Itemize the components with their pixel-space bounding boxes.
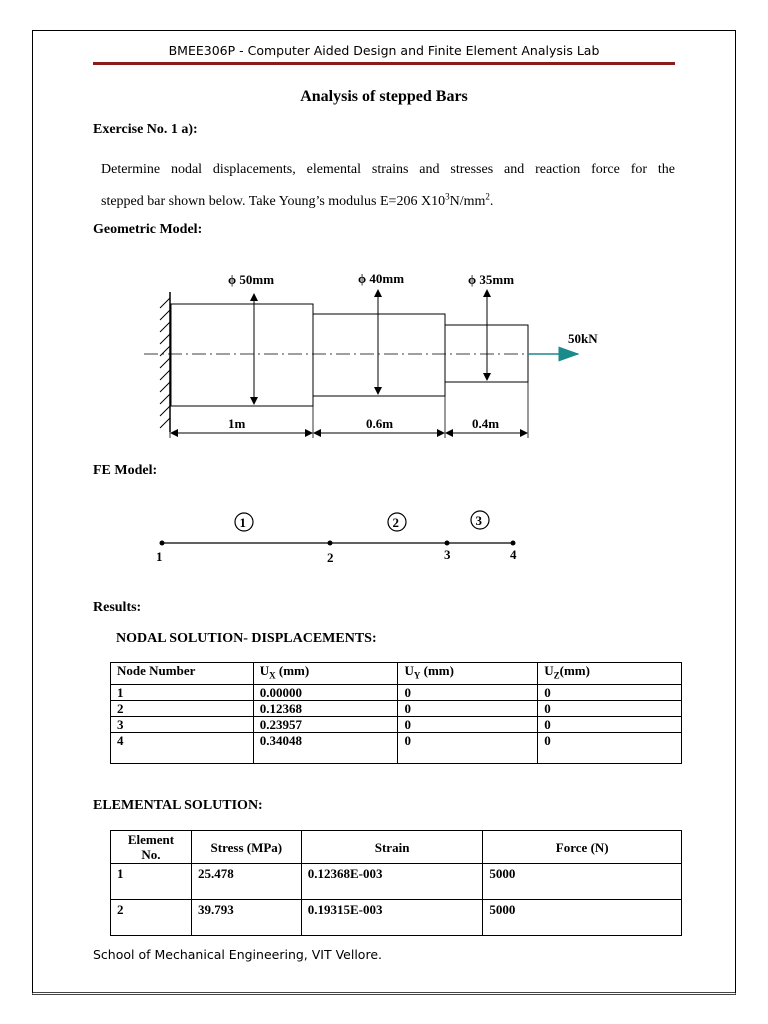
- geometric-model-drawing: [130, 262, 630, 442]
- col-header-force: Force (N): [483, 831, 682, 864]
- length-label-3: 0.4m: [472, 416, 500, 431]
- wall-hatching: [160, 298, 170, 428]
- length-label-2: 0.6m: [366, 416, 394, 431]
- fe-node-3: [445, 541, 450, 546]
- fe-element-3-label: 3: [475, 513, 482, 528]
- table-cell: 4: [111, 732, 254, 763]
- table-cell: 0: [538, 700, 682, 716]
- fe-node-1: [160, 541, 165, 546]
- fe-node-2-label: 2: [327, 550, 334, 565]
- table-cell: 2: [111, 700, 254, 716]
- results-heading: Results:: [93, 600, 142, 615]
- problem-line-2: stepped bar shown below. Take Young’s modulus E=206 $X10^3N/mm^2$.: [101, 191, 494, 209]
- fe-node-4-label: 4: [510, 547, 517, 562]
- fe-element-2-label: 2: [392, 515, 399, 530]
- table-cell: 2: [111, 900, 192, 936]
- col-header-strain: Strain: [301, 831, 483, 864]
- table-header-row: [111, 831, 682, 864]
- table-cell: 3: [111, 716, 254, 732]
- diameter-label-1: ϕ 50mm: [228, 272, 275, 287]
- table-cell: 1: [111, 864, 192, 900]
- table-cell: 5000: [483, 864, 682, 900]
- table-cell: 1: [111, 684, 254, 700]
- page-title: Analysis of stepped Bars: [300, 88, 468, 105]
- problem-statement: [101, 156, 675, 215]
- header-rule: [93, 62, 675, 65]
- bar-section-2: [313, 314, 445, 396]
- nodal-solution-heading: NODAL SOLUTION- DISPLACEMENTS:: [116, 631, 377, 646]
- table-cell: 0: [538, 732, 682, 763]
- table-cell: 5000: [483, 900, 682, 936]
- fe-model-heading: FE Model:: [93, 463, 158, 478]
- table-row: [111, 716, 682, 732]
- geometric-model-heading: Geometric Model:: [93, 222, 203, 237]
- table-cell: 0.19315E-003: [301, 900, 483, 936]
- col-header-ux: $U_X$ (mm): [253, 663, 398, 685]
- table-cell: 0: [398, 684, 538, 700]
- col-header-uz: $U_Z(mm)$: [538, 663, 682, 685]
- fe-node-2: [328, 541, 333, 546]
- fe-element-1-label: 1: [239, 515, 246, 530]
- elemental-solution-table: [110, 830, 682, 936]
- table-cell: 25.478: [191, 864, 301, 900]
- exercise-heading: Exercise No. 1 a):: [93, 122, 198, 137]
- table-cell: 39.793: [191, 900, 301, 936]
- load-label: 50kN: [568, 331, 598, 346]
- table-cell: 0.00000: [253, 684, 398, 700]
- table-cell: 0.34048: [253, 732, 398, 763]
- table-row: [111, 900, 682, 936]
- table-cell: 0: [398, 716, 538, 732]
- page-header: BMEE306P - Computer Aided Design and Finite Element Analysis Lab: [168, 43, 600, 58]
- table-cell: 0: [538, 716, 682, 732]
- fe-node-1-label: 1: [156, 549, 163, 564]
- table-cell: 0: [398, 700, 538, 716]
- fe-model-drawing: [140, 505, 540, 570]
- table-cell: 0: [538, 684, 682, 700]
- table-header-row: [111, 663, 682, 685]
- bar-section-1: [171, 304, 313, 406]
- col-header-node: Node Number: [111, 663, 254, 685]
- table-cell: 0.23957: [253, 716, 398, 732]
- diameter-label-2: ϕ 40mm: [358, 271, 405, 286]
- elemental-solution-heading: ELEMENTAL SOLUTION:: [93, 798, 263, 813]
- diameter-label-3: ϕ 35mm: [468, 272, 515, 287]
- fe-node-4: [511, 541, 516, 546]
- fe-node-3-label: 3: [444, 547, 451, 562]
- table-cell: 0: [398, 732, 538, 763]
- table-row: [111, 700, 682, 716]
- table-row: [111, 864, 682, 900]
- table-row: [111, 684, 682, 700]
- col-header-element: Element No.: [111, 831, 192, 864]
- table-row: [111, 732, 682, 763]
- length-label-1: 1m: [228, 416, 246, 431]
- problem-line-1: Determine nodal displacements, elemental strains and stresses and reaction force for the: [101, 162, 675, 177]
- page-footer: School of Mechanical Engineering, VIT Vellore.: [93, 947, 382, 962]
- table-cell: 0.12368: [253, 700, 398, 716]
- col-header-uy: $U_Y$ (mm): [398, 663, 538, 685]
- col-header-stress: Stress (MPa): [191, 831, 301, 864]
- nodal-solution-table: [110, 662, 682, 764]
- table-cell: 0.12368E-003: [301, 864, 483, 900]
